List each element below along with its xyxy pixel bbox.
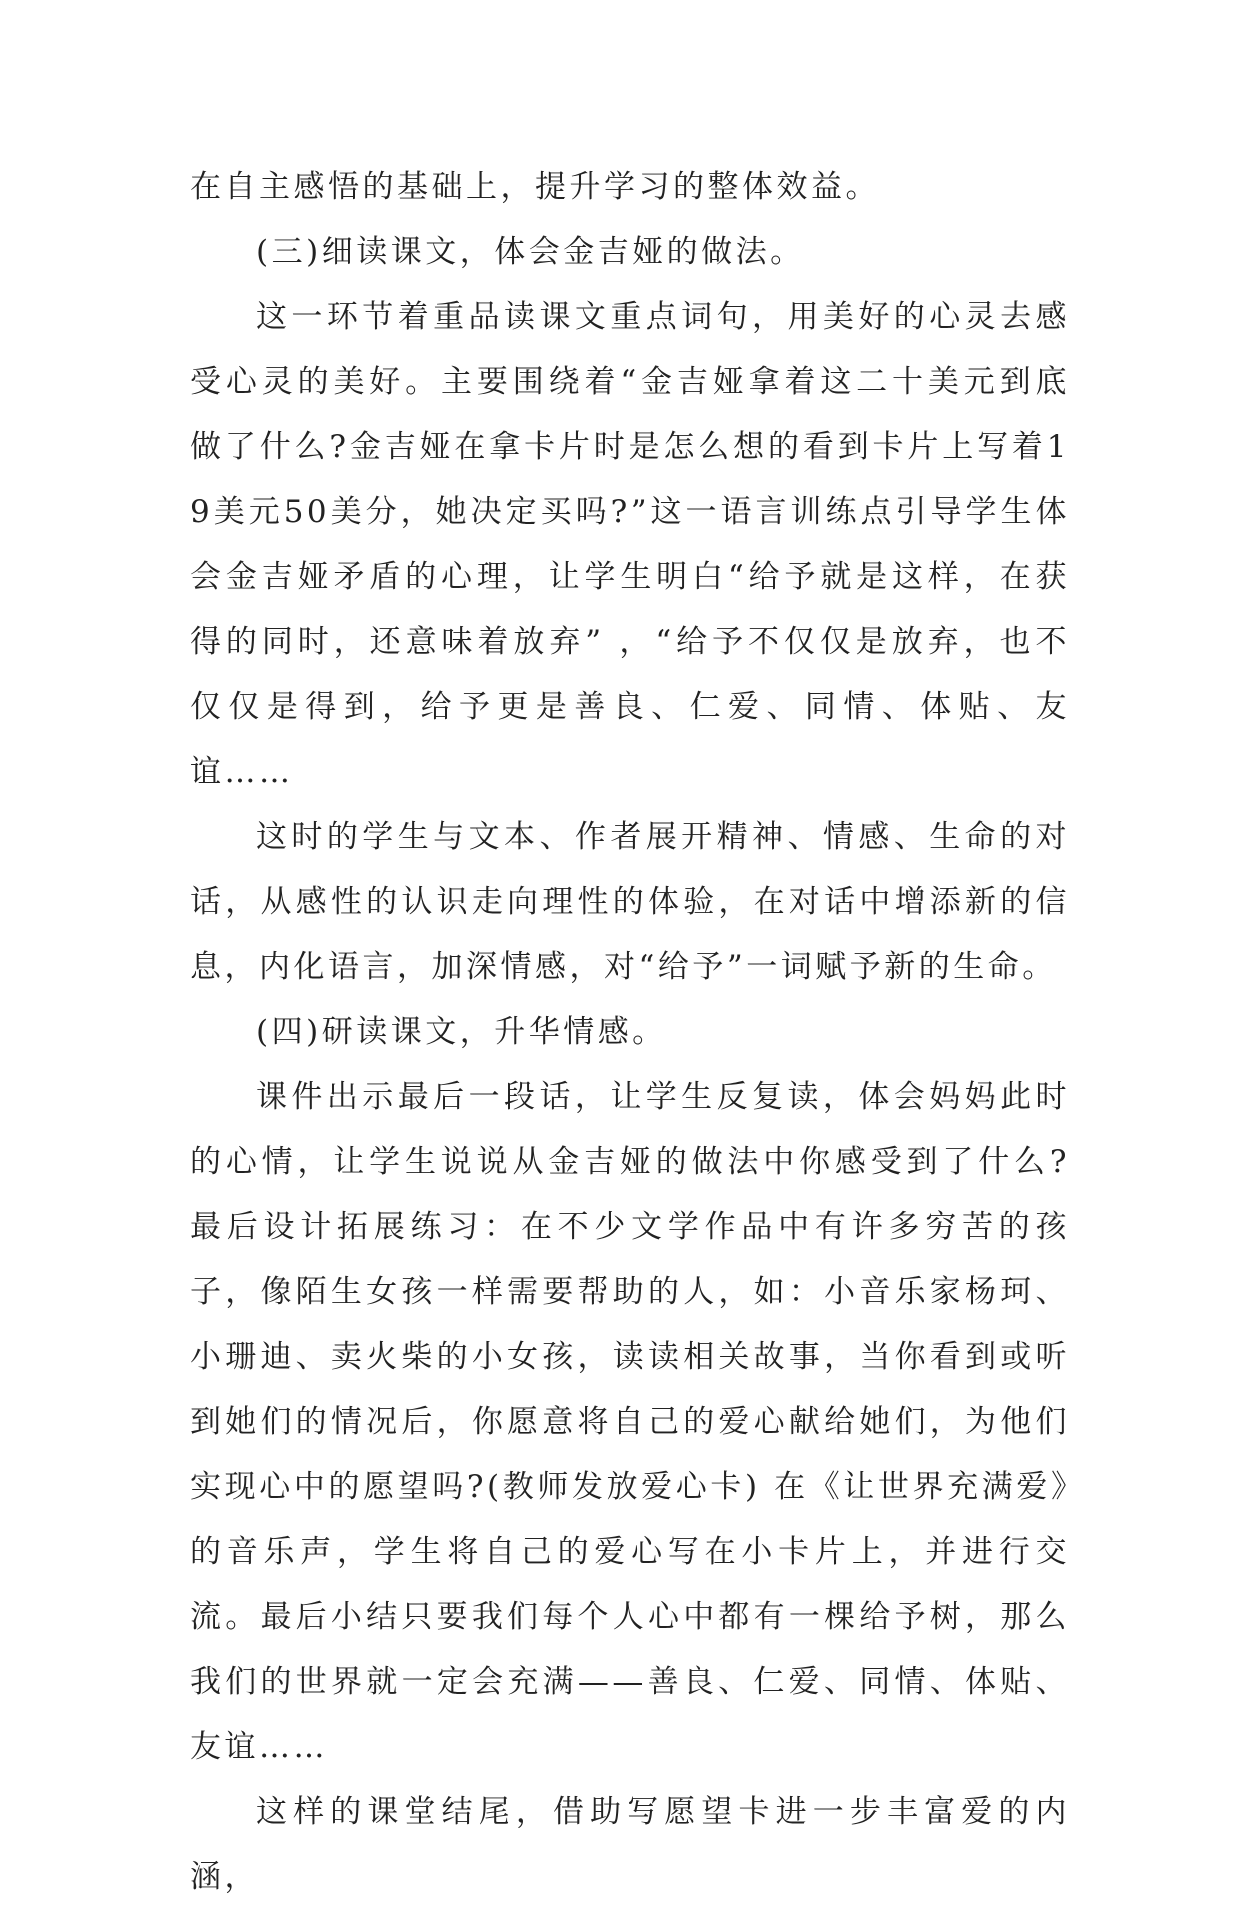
- paragraph: 这时的学生与文本、作者展开精神、情感、生命的对话，从感性的认识走向理性的体验，在对话中增添新的信息，内化语言，加深情感，对“给予”一词赋予新的生命。: [190, 819, 1070, 985]
- paragraph: 这一环节着重品读课文重点词句，用美好的心灵去感受心灵的美好。主要围绕着“金吉娅拿着这二十美元到底做了什么?金吉娅在拿卡片时是怎么想的看到卡片上写着19美元50美分，她决定买吗?”这一语言训练点引导学生体会金吉娅矛盾的心理，让学生明白“给予就是这样，在获得的同时，还意味着放弃” ，“给予不仅仅是放弃，也不仅仅是得到，给予更是善良、仁爱、同情、体贴、友谊……: [190, 299, 1070, 790]
- paragraph: 课件出示最后一段话，让学生反复读，体会妈妈此时的心情，让学生说说从金吉娅的做法中你感受到了什么?最后设计拓展练习：在不少文学作品中有许多穷苦的孩子，像陌生女孩一样需要帮助的人，如：小音乐家杨珂、小珊迪、卖火柴的小女孩，读读相关故事，当你看到或听到她们的情况后，你愿意将自己的爱心献给她们，为他们实现心中的愿望吗?(教师发放爱心卡) 在《让世界充满爱》的音乐声，学生将自己的爱心写在小卡片上，并进行交流。最后小结只要我们每个人心中都有一棵给予树，那么我们的世界就一定会充满——善良、仁爱、同情、体贴、友谊……: [190, 1079, 1070, 1765]
- paragraph: 这样的课堂结尾，借助写愿望卡进一步丰富爱的内涵，: [190, 1794, 1070, 1895]
- section-heading-3: (三)细读课文，体会金吉娅的做法。: [256, 234, 805, 270]
- section-heading-4: (四)研读课文，升华情感。: [256, 1014, 667, 1050]
- document-body: [190, 155, 1070, 1910]
- paragraph-continuation: 在自主感悟的基础上，提升学习的整体效益。: [190, 169, 880, 205]
